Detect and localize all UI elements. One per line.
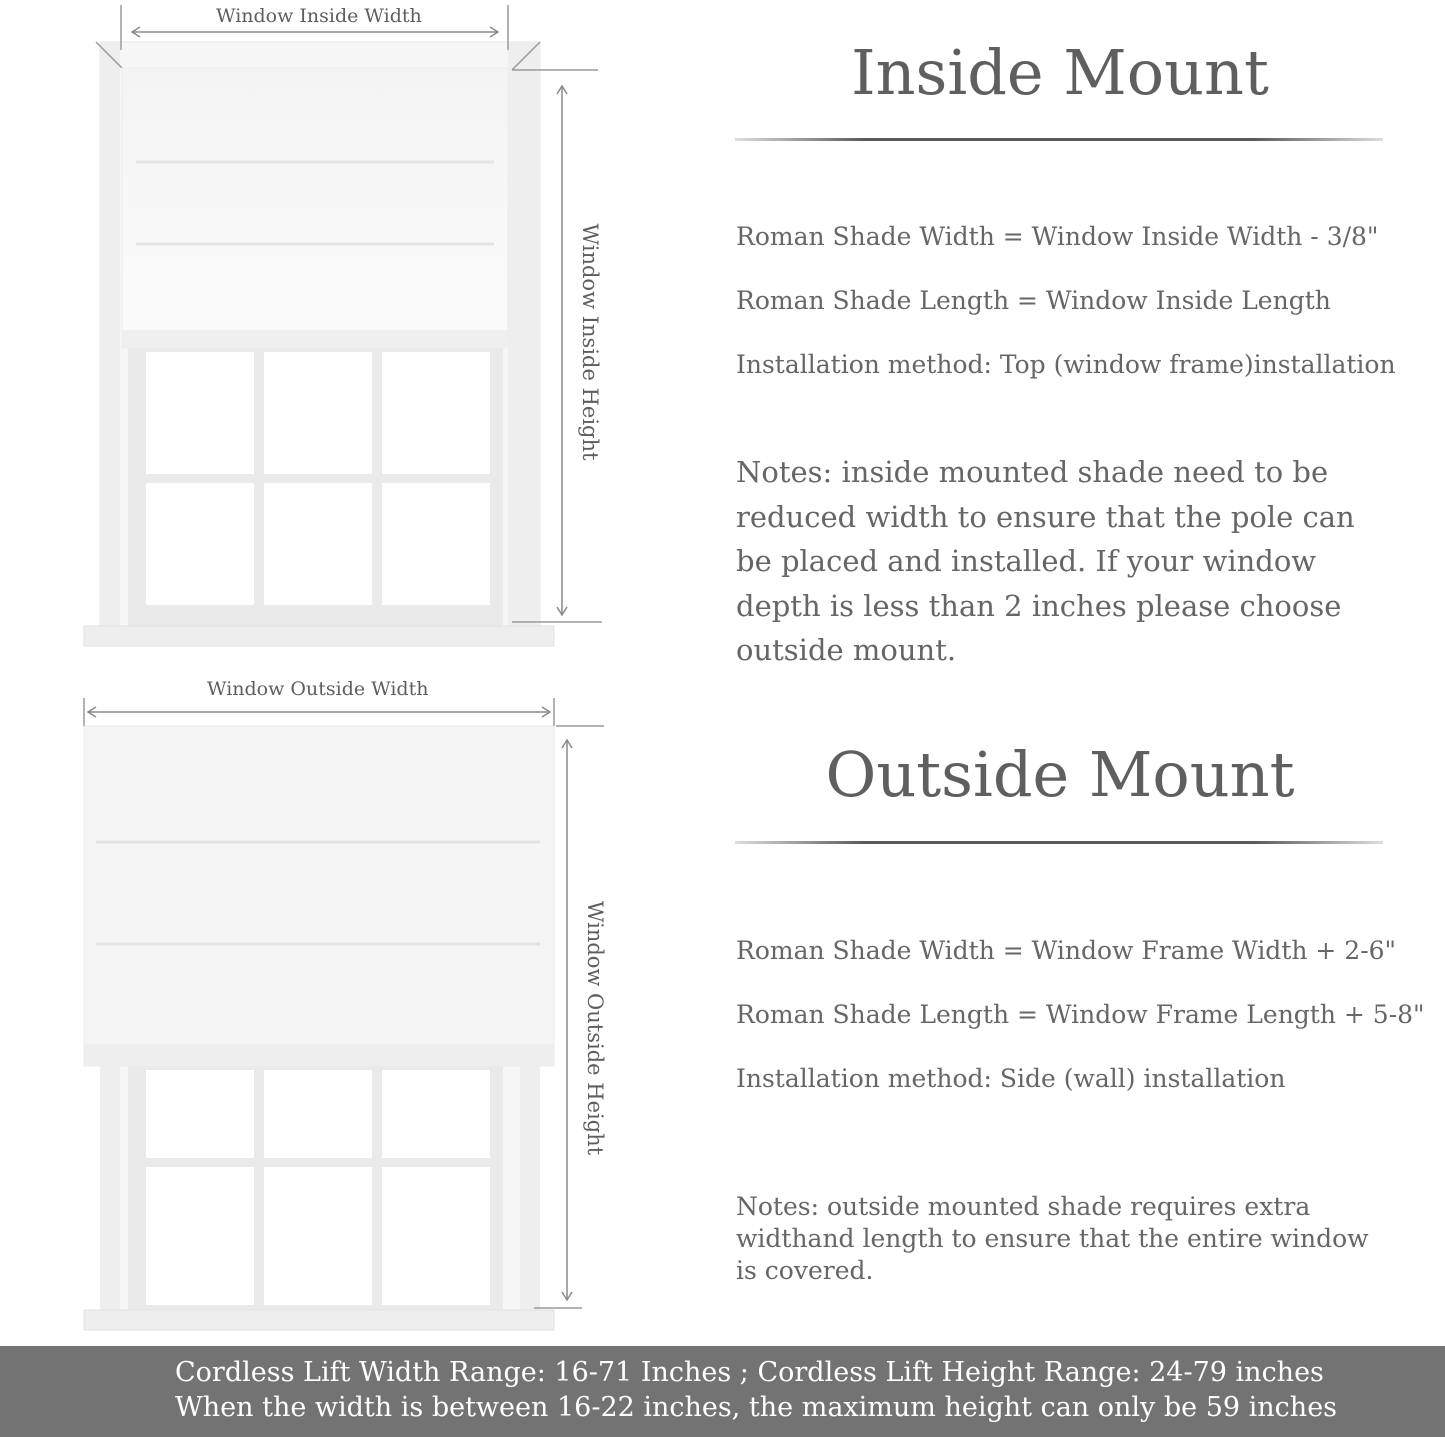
outside-mount-title: Outside Mount (825, 738, 1295, 811)
inside-height-label: Window Inside Height (578, 223, 602, 461)
outside-width-label: Window Outside Width (207, 678, 429, 700)
outside-height-label: Window Outside Height (583, 900, 607, 1156)
inside-title-divider (735, 138, 1383, 141)
inside-width-label: Window Inside Width (216, 5, 422, 27)
outside-spec-width: Roman Shade Width = Window Frame Width + 2-6" (736, 936, 1397, 965)
inside-spec-length: Roman Shade Length = Window Inside Length (736, 286, 1331, 315)
outside-spec-installation: Installation method: Side (wall) installation (736, 1064, 1286, 1093)
inside-spec-width: Roman Shade Width = Window Inside Width - 3/8" (736, 222, 1379, 251)
footer-range-line: Cordless Lift Width Range: 16-71 Inches ; Cordless Lift Height Range: 24-79 inches (175, 1357, 1324, 1388)
inside-notes: Notes: inside mounted shade need to be reduced width to ensure that the pole can be placed and installed. If your window depth is less than 2 inches please choose outside mount. (736, 455, 1355, 667)
outside-spec-length: Roman Shade Length = Window Frame Length + 5-8" (736, 1000, 1425, 1029)
inside-mount-title: Inside Mount (851, 36, 1269, 109)
outside-notes: Notes: outside mounted shade requires extra widthand length to ensure that the entire window is covered. (736, 1192, 1369, 1285)
footer-limit-line: When the width is between 16-22 inches, the maximum height can only be 59 inches (175, 1392, 1338, 1423)
inside-spec-installation: Installation method: Top (window frame)installation (736, 350, 1396, 379)
outside-title-divider (735, 841, 1383, 844)
